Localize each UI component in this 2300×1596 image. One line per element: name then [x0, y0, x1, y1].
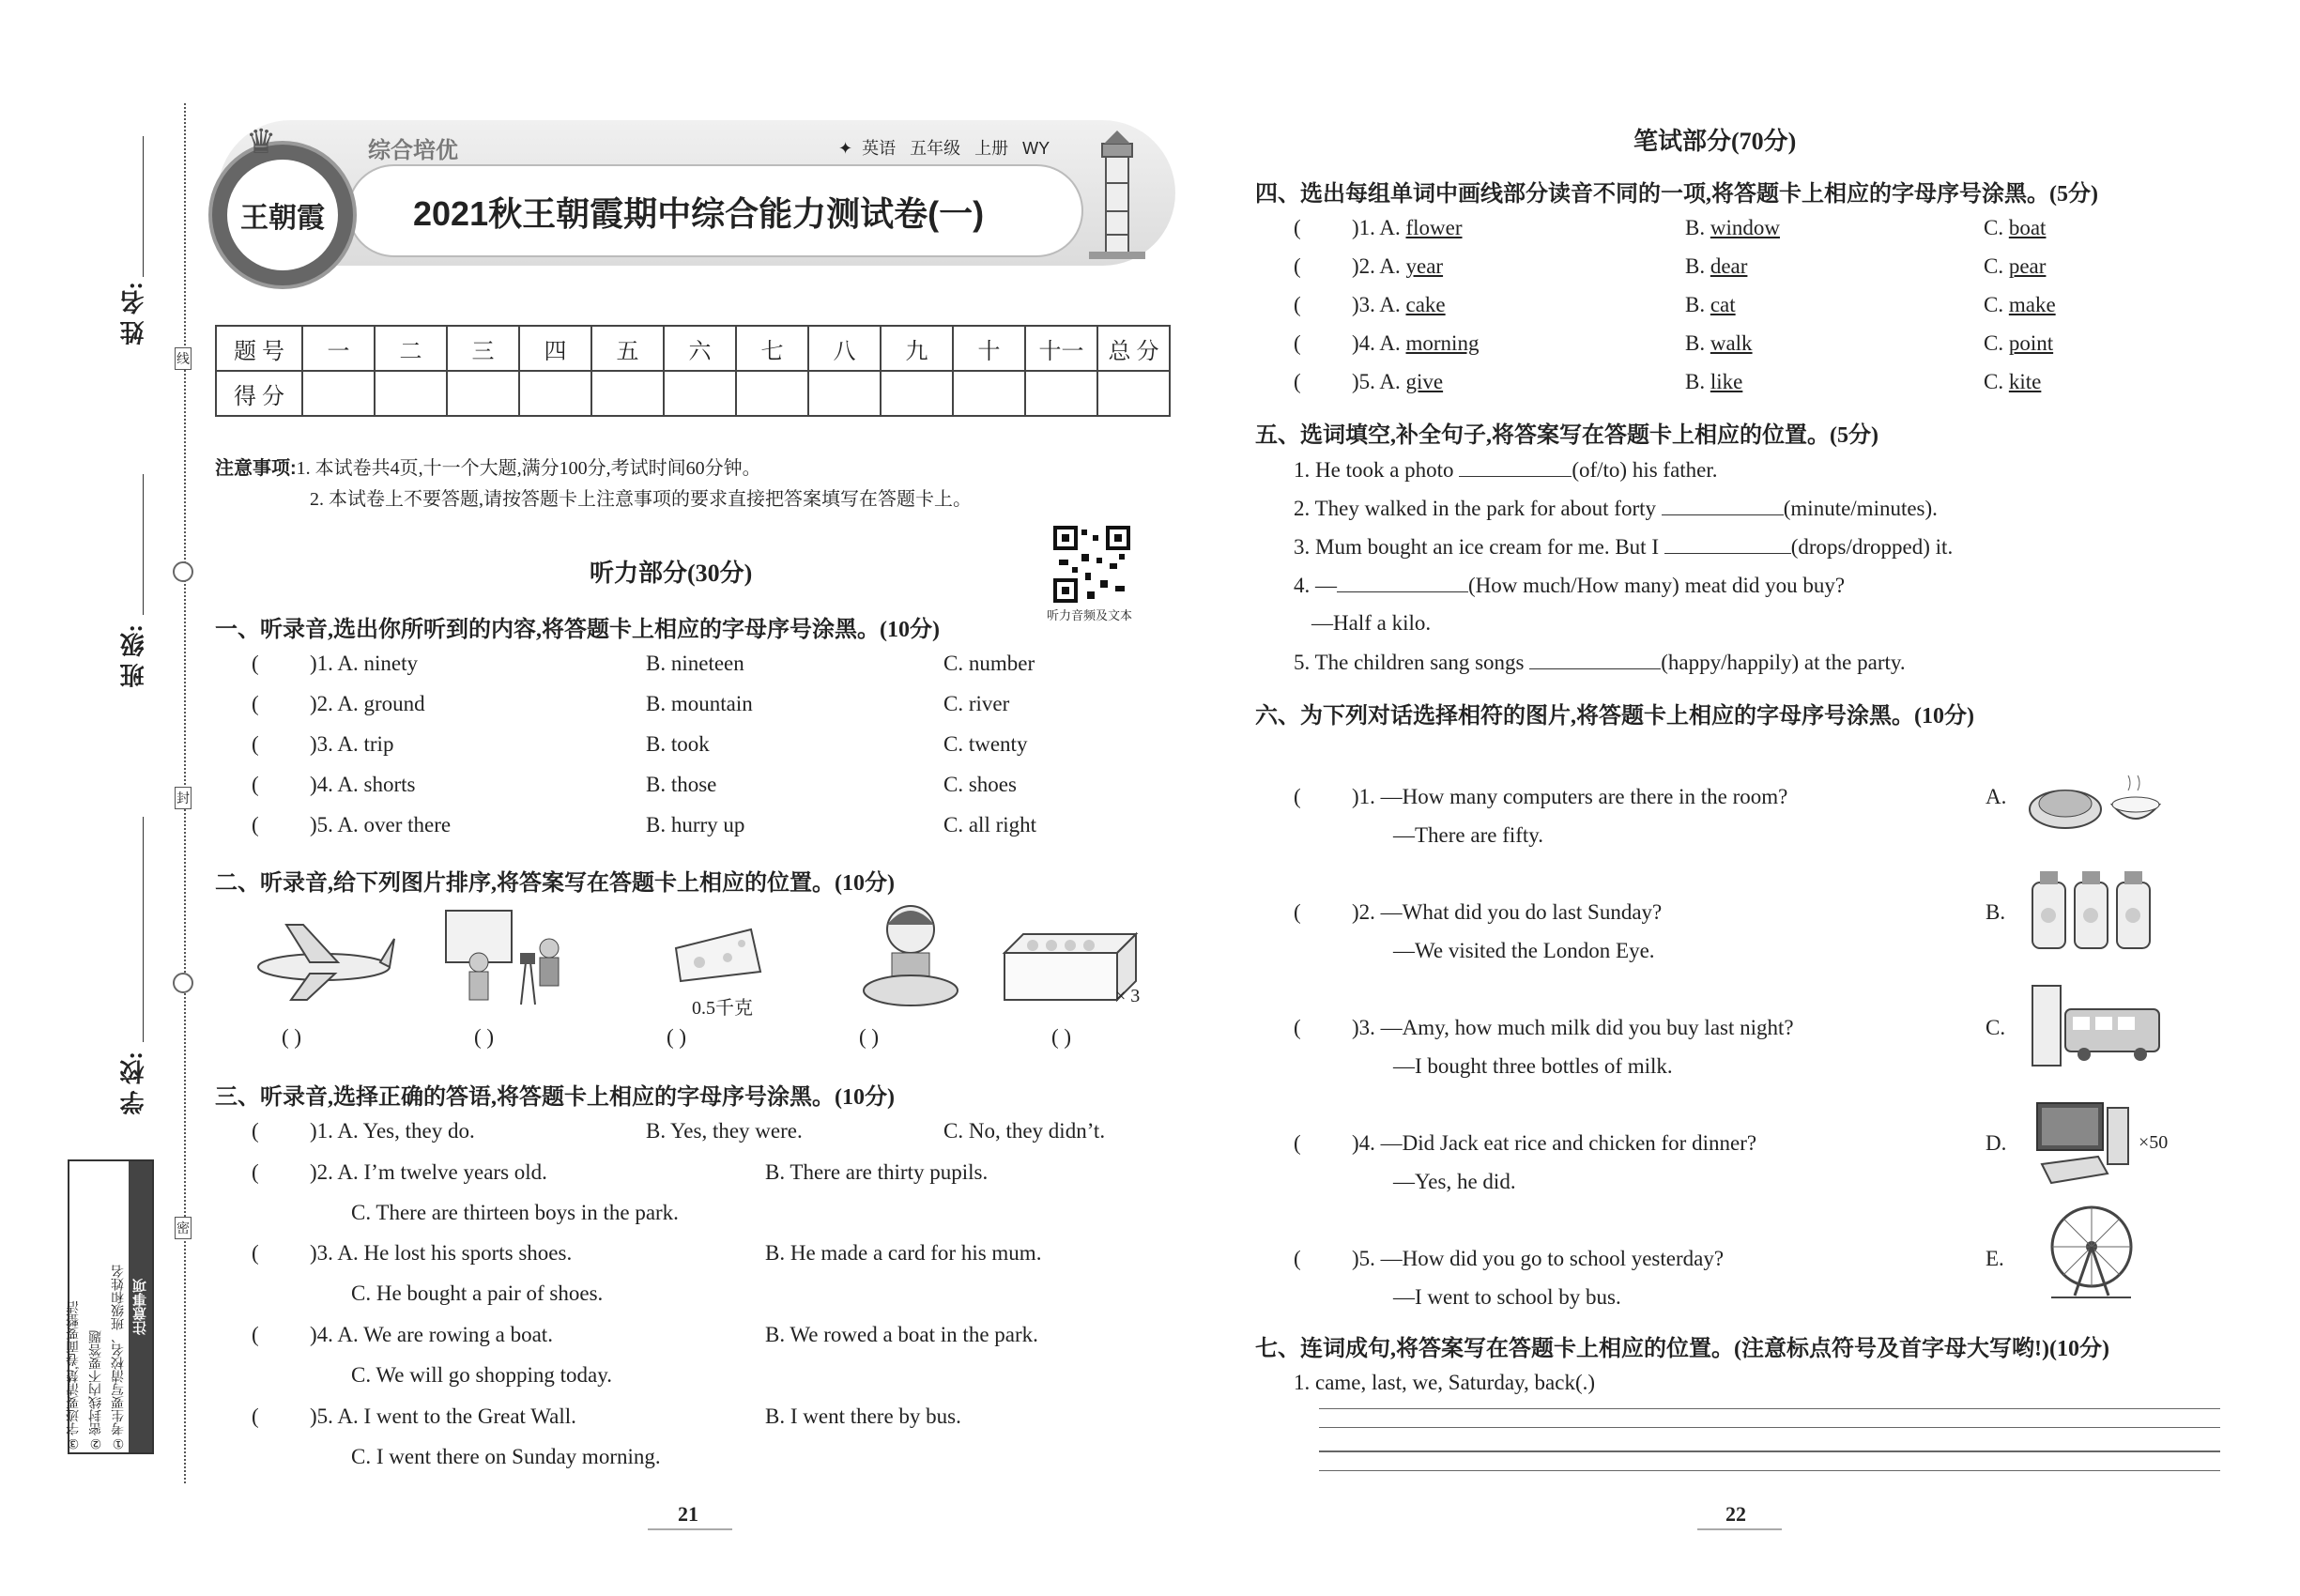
s6-q5 [1294, 1247, 1724, 1271]
reminder-item: ①考生要写清校名、班级和姓名 [110, 1265, 125, 1450]
s6-q4 [1294, 1131, 1756, 1156]
option-letter: D. [1986, 1131, 2007, 1155]
option-c: C. number [943, 652, 1035, 675]
grade: 五年级 [910, 139, 961, 158]
subject: 英语 [862, 139, 897, 158]
school-label: 学 校: [120, 1051, 147, 1115]
score-cell[interactable] [1025, 371, 1097, 416]
s3-q2 [252, 1160, 547, 1185]
option-b-prefix: B. [1685, 216, 1706, 239]
sentence-start: 4. — [1294, 574, 1337, 597]
dialog-question: )3. —Amy, how much milk did you buy last night? [1352, 1016, 1794, 1039]
qr-caption: 听力音频及文本 [1047, 608, 1133, 622]
sentence-end: (How much/How many) meat did you buy? [1468, 574, 1846, 597]
option-b-word: cat [1710, 293, 1736, 316]
score-cell[interactable] [302, 371, 375, 416]
option-c: C. shoes [943, 773, 1017, 796]
s3-q4 [252, 1323, 553, 1347]
lighthouse-icon [1080, 127, 1155, 263]
score-cell[interactable] [519, 371, 591, 416]
score-col: 九 [881, 326, 953, 371]
sentence-end: (of/to) his father. [1572, 458, 1718, 482]
score-cell[interactable] [1097, 371, 1170, 416]
dialog-answer: —I bought three bottles of milk. [1393, 1054, 1673, 1078]
option-a: )1. A. ninety [310, 652, 418, 675]
option-c: C. twenty [943, 732, 1028, 756]
score-col: 十 [953, 326, 1025, 371]
s4-q3 [1294, 293, 1446, 317]
score-value-row [216, 371, 1170, 416]
answer-paren[interactable]: ( [252, 1241, 259, 1265]
option-a-prefix: )4. A. [1352, 331, 1401, 355]
answer-paren[interactable]: ( [252, 813, 259, 836]
score-cell[interactable] [736, 371, 808, 416]
logo-text: 王朝霞 [240, 202, 325, 235]
option-a: )2. A. I’m twelve years old. [310, 1160, 547, 1184]
s7-q1: 1. came, last, we, Saturday, back(.) [1294, 1371, 1596, 1394]
score-cell[interactable] [375, 371, 447, 416]
logo-crown-icon: ♛ [246, 123, 277, 161]
option-b: B. nineteen [646, 652, 744, 675]
london-eye-picture [2047, 1202, 2136, 1300]
answer-paren[interactable]: ( [1294, 331, 1301, 355]
dialog-question: )4. —Did Jack eat rice and chicken for dinner? [1352, 1131, 1757, 1155]
written-title: 笔试部分(70分) [1633, 128, 1797, 155]
option-letter: A. [1986, 785, 2007, 808]
option-b-word: walk [1710, 331, 1753, 355]
answer-paren[interactable]: ( [1294, 1016, 1301, 1039]
page-number-ornament [1697, 1528, 1782, 1530]
s4-q5-c [1984, 370, 2041, 394]
option-a: )3. A. trip [310, 732, 394, 756]
notes-line-1 [215, 453, 761, 480]
dialog-answer: —Yes, he did. [1393, 1170, 1516, 1193]
order-paren[interactable]: ( ) [1051, 1025, 1072, 1049]
option-b-prefix: B. [1685, 293, 1706, 316]
listening-title: 听力部分(30分) [590, 560, 753, 587]
sentence-start: 1. He took a photo [1294, 458, 1454, 482]
option-c: C. No, they didn’t. [943, 1119, 1106, 1143]
chicken-and-rice-picture [2023, 762, 2164, 837]
section-4-heading: 四、选出每组单词中画线部分读音不同的一项,将答题卡上相应的字母序号涂黑。(5分) [1255, 182, 2098, 207]
s6-q3 [1294, 1016, 1794, 1040]
school-line [143, 817, 144, 1042]
option-a-word: give [1405, 370, 1444, 393]
answer-paren[interactable]: ( [1294, 900, 1301, 924]
s4-q5 [1294, 370, 1443, 394]
s1-q2 [252, 692, 425, 716]
photo-taking-picture [441, 906, 582, 1009]
class-line [143, 474, 144, 615]
score-row-label: 题 号 [216, 326, 302, 371]
answer-paren[interactable]: ( [252, 1160, 259, 1184]
brand-badge: 综合培优 [368, 138, 458, 163]
option-b: B. took [646, 732, 710, 756]
answer-paren[interactable]: ( [1294, 1247, 1301, 1270]
answer-paren[interactable]: ( [252, 1404, 259, 1428]
dialog-answer: —I went to school by bus. [1393, 1285, 1621, 1309]
reminder-title: 注意事项 [129, 1161, 152, 1452]
option-b: B. We rowed a boat in the park. [765, 1323, 1038, 1346]
dialog-answer: —There are fifty. [1393, 823, 1544, 847]
option-a-prefix: )5. A. [1352, 370, 1401, 393]
option-c-prefix: C. [1984, 216, 2004, 239]
score-col: 一 [302, 326, 375, 371]
section-5-heading: 五、选词填空,补全句子,将答案写在答题卡上相应的位置。(5分) [1255, 423, 1878, 448]
option-a: )3. A. He lost his sports shoes. [310, 1241, 573, 1265]
answer-line[interactable] [1319, 1450, 2220, 1452]
option-a: )4. A. shorts [310, 773, 416, 796]
reminder-item: ②密封线内不要答题 [87, 1330, 102, 1450]
answer-paren[interactable]: ( [1294, 1131, 1301, 1155]
s4-q4-b [1685, 331, 1753, 356]
option-b: B. There are thirty pupils. [765, 1160, 989, 1184]
s1-q5 [252, 813, 451, 837]
option-c-word: boat [2008, 216, 2047, 239]
s4-q3-b [1685, 293, 1736, 317]
s4-q2-c [1984, 254, 2046, 279]
milk-bottles-picture [2028, 868, 2154, 953]
answer-paren[interactable]: ( [1294, 254, 1301, 278]
order-paren[interactable]: ( ) [474, 1025, 495, 1049]
score-header-row [216, 326, 1170, 371]
notes-item-2: 2. 本试卷上不要答题,请按答题卡上注意事项的要求直接把答案填写在答题卡上。 [310, 489, 972, 510]
s5-q1 [1294, 457, 1718, 483]
option-a: )5. A. over there [310, 813, 452, 836]
score-cell[interactable] [447, 371, 519, 416]
s3-q1 [252, 1119, 475, 1143]
sentence-end: (happy/happily) at the party. [1661, 651, 1906, 674]
seal-circle-icon [173, 561, 193, 582]
option-a: )1. A. Yes, they do. [310, 1119, 475, 1143]
option-letter: E. [1986, 1247, 2004, 1270]
seal-mark-3: 密 [175, 1217, 192, 1239]
fill-blank[interactable] [1529, 650, 1661, 669]
fill-blank[interactable] [1664, 534, 1791, 554]
order-paren[interactable]: ( ) [667, 1025, 687, 1049]
fill-blank[interactable] [1337, 573, 1468, 592]
logo-emblem [208, 141, 357, 289]
order-paren[interactable]: ( ) [282, 1025, 302, 1049]
logo-inner [227, 160, 338, 270]
qr-code-icon[interactable] [1053, 526, 1130, 603]
answer-paren[interactable]: ( [1294, 293, 1301, 316]
option-b: B. those [646, 773, 717, 796]
sparkle-icon: ✦ [838, 139, 853, 158]
s4-q1-c [1984, 216, 2046, 240]
score-col: 八 [808, 326, 881, 371]
sentence-start: 2. They walked in the park for about forty [1294, 497, 1656, 520]
option-b: B. hurry up [646, 813, 745, 836]
answer-paren[interactable]: ( [252, 652, 259, 675]
seal-circle-icon [173, 973, 193, 993]
option-letter: B. [1986, 900, 2006, 924]
box-count-label: × 3 [1115, 986, 1141, 1006]
section-6-heading: 六、为下列对话选择相符的图片,将答题卡上相应的字母序号涂黑。(10分) [1255, 704, 1974, 729]
s5-q4 [1294, 573, 1845, 598]
answer-paren[interactable]: ( [252, 692, 259, 715]
s3-q5 [252, 1404, 576, 1429]
option-c-word: make [2008, 293, 2056, 316]
answer-paren[interactable]: ( [1294, 216, 1301, 239]
score-col: 四 [519, 326, 591, 371]
score-cell[interactable] [591, 371, 664, 416]
s4-q1 [1294, 216, 1463, 240]
option-b-prefix: B. [1685, 370, 1706, 393]
option-a-prefix: )2. A. [1352, 254, 1401, 278]
term: 上册 [974, 139, 1009, 158]
option-c-word: pear [2008, 254, 2047, 278]
section-3-heading: 三、听录音,选择正确的答语,将答题卡上相应的字母序号涂黑。(10分) [215, 1085, 895, 1110]
s4-q4 [1294, 331, 1479, 356]
option-b-word: like [1710, 370, 1743, 393]
answer-paren[interactable]: ( [252, 1323, 259, 1346]
score-col: 十一 [1025, 326, 1097, 371]
s5-q5 [1294, 650, 1906, 675]
s3-q3 [252, 1241, 572, 1266]
answer-paren[interactable]: ( [252, 773, 259, 796]
answer-paren[interactable]: ( [1294, 785, 1301, 808]
option-a-word: year [1405, 254, 1444, 278]
boy-washing-picture [850, 897, 972, 1014]
score-cell[interactable] [664, 371, 736, 416]
s6-q2 [1294, 900, 1662, 925]
option-b: B. Yes, they were. [646, 1119, 803, 1143]
score-col: 七 [736, 326, 808, 371]
sentence-start: 5. The children sang songs [1294, 651, 1525, 674]
answer-line[interactable] [1319, 1408, 2220, 1409]
s4-q2-b [1685, 254, 1747, 279]
option-a-word: cake [1405, 293, 1446, 316]
answer-paren[interactable]: ( [1294, 370, 1301, 393]
s1-q4 [252, 773, 415, 797]
reminder-item: ③字迹要清楚,卷面要整洁 [65, 1300, 80, 1450]
score-col: 五 [591, 326, 664, 371]
reminder-box [65, 1159, 154, 1454]
bus-picture [2028, 981, 2169, 1070]
answer-line[interactable] [1319, 1470, 2220, 1471]
option-b-word: window [1710, 216, 1780, 239]
option-a-word: flower [1405, 216, 1463, 239]
option-a-word: morning [1405, 331, 1480, 355]
score-col: 二 [375, 326, 447, 371]
dialog-question: )1. —How many computers are there in the room? [1352, 785, 1788, 808]
name-label: 姓 名: [120, 282, 147, 345]
score-col: 三 [447, 326, 519, 371]
option-c-prefix: C. [1984, 331, 2004, 355]
answer-paren[interactable]: ( [252, 732, 259, 756]
option-a: )4. A. We are rowing a boat. [310, 1323, 553, 1346]
option-b: B. He made a card for his mum. [765, 1241, 1042, 1265]
option-b: B. I went there by bus. [765, 1404, 961, 1428]
sentence-end: (minute/minutes). [1783, 497, 1938, 520]
sentence-start: 3. Mum bought an ice cream for me. But I [1294, 535, 1659, 559]
option-letter: C. [1986, 1016, 2006, 1039]
exam-title: 2021秋王朝霞期中综合能力测试卷(一) [413, 194, 985, 233]
option-b-prefix: B. [1685, 254, 1706, 278]
option-c: C. There are thirteen boys in the park. [351, 1201, 679, 1224]
order-paren[interactable]: ( ) [859, 1025, 880, 1049]
s5-q2 [1294, 496, 1938, 521]
option-a: )2. A. ground [310, 692, 425, 715]
edition-code: WY [1022, 139, 1050, 158]
score-cell[interactable] [881, 371, 953, 416]
seal-mark-1: 线 [175, 347, 192, 370]
page-number-right: 22 [1725, 1502, 1746, 1526]
option-c: C. I went there on Sunday morning. [351, 1445, 661, 1468]
option-c-prefix: C. [1984, 293, 2004, 316]
option-c: C. all right [943, 813, 1037, 836]
dialog-answer: —We visited the London Eye. [1393, 939, 1655, 962]
sentence-end: (drops/dropped) it. [1790, 535, 1954, 559]
s6-q1 [1294, 785, 1787, 809]
s4-q1-b [1685, 216, 1780, 240]
answer-paren[interactable]: ( [252, 1119, 259, 1143]
option-c: C. He bought a pair of shoes. [351, 1281, 604, 1305]
option-c-word: point [2008, 331, 2054, 355]
notes-item-1: 1. 本试卷共4页,十一个大题,满分100分,考试时间60分钟。 [296, 458, 761, 479]
s5-q4-answer: —Half a kilo. [1311, 611, 1432, 635]
s1-q1 [252, 652, 418, 676]
s4-q4-c [1984, 331, 2053, 356]
seal-mark-2: 封 [175, 787, 192, 809]
s4-q2 [1294, 254, 1443, 279]
option-c: C. river [943, 692, 1010, 715]
option-c-prefix: C. [1984, 370, 2004, 393]
header-meta [838, 135, 1050, 160]
option-c-prefix: C. [1984, 254, 2004, 278]
notes-label: 注意事项: [215, 458, 297, 479]
option-b-word: dear [1710, 254, 1748, 278]
fill-blank[interactable] [1662, 496, 1784, 515]
computer-picture [2032, 1098, 2136, 1188]
answer-line[interactable] [1319, 1427, 2220, 1428]
computer-count-label: ×50 [2139, 1132, 2169, 1153]
s1-q3 [252, 732, 393, 757]
option-b-prefix: B. [1685, 331, 1706, 355]
class-label: 班 级: [120, 624, 147, 688]
airplane-picture [249, 915, 399, 1005]
option-a-prefix: )1. A. [1352, 216, 1401, 239]
page-number-left: 21 [678, 1502, 698, 1526]
section-2-heading: 二、听录音,给下列图片排序,将答案写在答题卡上相应的位置。(10分) [215, 871, 895, 896]
s4-q5-b [1685, 370, 1742, 394]
s5-q3 [1294, 534, 1953, 560]
cheese-weight-label: 0.5千克 [692, 998, 753, 1019]
option-b: B. mountain [646, 692, 753, 715]
cheese-picture [667, 920, 770, 986]
score-table [215, 325, 1171, 417]
s4-q3-c [1984, 293, 2056, 317]
score-row-label: 得 分 [216, 371, 302, 416]
page-number-ornament [648, 1528, 732, 1530]
section-7-heading: 七、连词成句,将答案写在答题卡上相应的位置。(注意标点符号及首字母大写哟!)(10分) [1255, 1337, 2109, 1361]
option-c: C. We will go shopping today. [351, 1363, 612, 1387]
name-line [143, 136, 144, 277]
fill-blank[interactable] [1459, 457, 1572, 477]
dialog-question: )5. —How did you go to school yesterday? [1352, 1247, 1725, 1270]
score-cell[interactable] [953, 371, 1025, 416]
option-c-word: kite [2008, 370, 2042, 393]
section-1-heading: 一、听录音,选出你所听到的内容,将答题卡上相应的字母序号涂黑。(10分) [215, 618, 940, 642]
score-col: 总 分 [1097, 326, 1170, 371]
option-a: )5. A. I went to the Great Wall. [310, 1404, 576, 1428]
score-col: 六 [664, 326, 736, 371]
score-cell[interactable] [808, 371, 881, 416]
dialog-question: )2. —What did you do last Sunday? [1352, 900, 1663, 924]
option-a-prefix: )3. A. [1352, 293, 1401, 316]
